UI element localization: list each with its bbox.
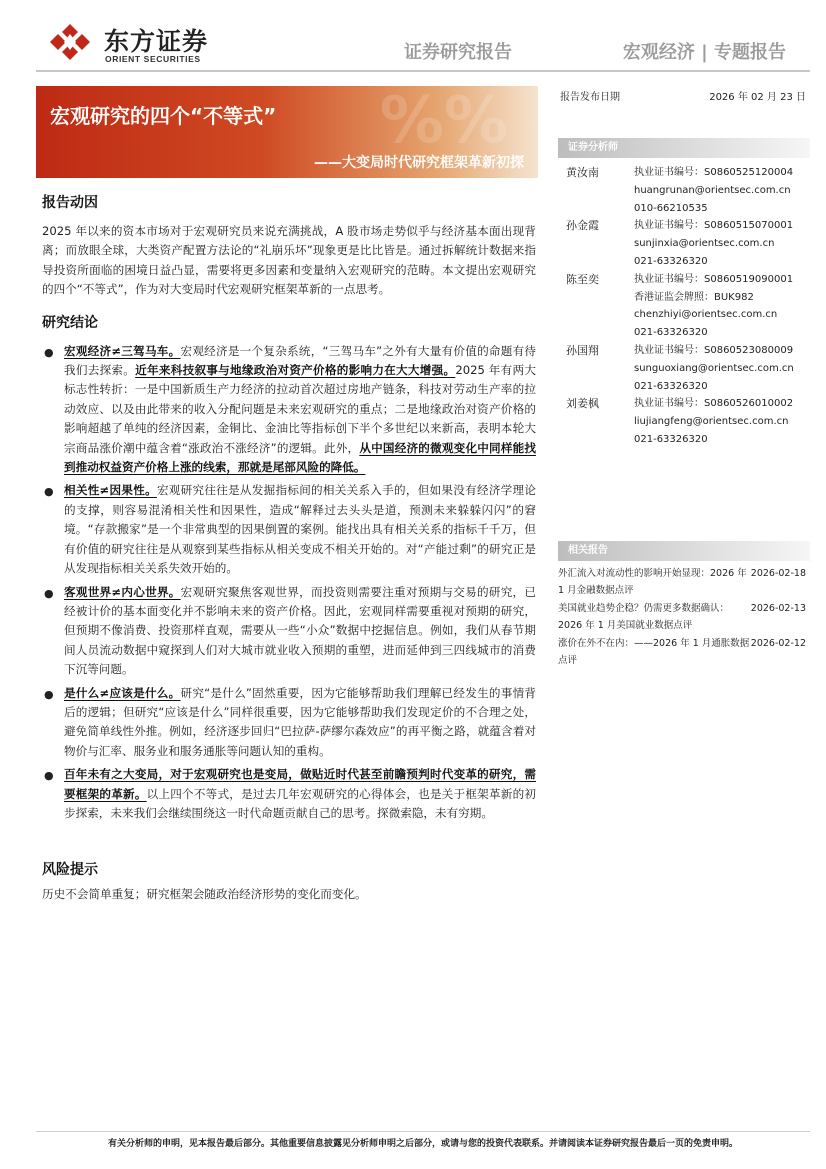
conclusion-item [42,342,536,478]
bullet-highlight: 近年来科技叙事与地缘政治对资产价格的影响力在大大增强。 [135,363,456,378]
analyst-contact: 021-63326320 [634,327,708,339]
analyst-contact: 香港证监会牌照：BUK982 [634,291,754,303]
analyst-contact[interactable]: sunjinxia@orientsec.com.cn [634,238,775,250]
publish-date-label: 报告发布日期 [560,92,620,103]
title-banner [36,86,538,178]
related-report-item[interactable] [558,635,810,670]
bullet-icon: ● [44,345,54,359]
analyst-entry [558,342,810,395]
analyst-list [558,164,810,449]
analyst-name: 孙国翔 [566,343,599,357]
analyst-entry [558,164,810,217]
analyst-entry [558,217,810,270]
orient-logo-icon [48,22,92,62]
bullet-icon: ● [44,769,54,783]
risk-heading: 风险提示 [42,862,98,879]
bullet-lead: 是什么≠应该是什么。 [64,685,181,700]
related-report-title[interactable]: 美国就业趋势企稳？仍需更多数据确认：2026 年 1 月美国就业数据点评 [558,602,730,632]
analyst-contact[interactable]: chenzhiyi@orientsec.com.cn [634,309,778,321]
header-divider [36,70,810,72]
bullet-text: 宏观研究聚焦客观世界，而投资则需要注重对预期与交易的研究，已经被计价的基本面变化并不影响未来的资产价格。因此，宏观同样需要重视对预期的研究，但预期不像消费、投资那样直观，需要从一些“小众”数据中挖掘信息。例如，我们从春节期间人员流动数据中窥探到人们对大城市就业收入预期的重塑，进而延伸到三四线城市的消费下沉等问题。 [64,584,537,677]
bullet-icon: ● [44,485,54,499]
conclusion-list [42,342,536,824]
analyst-entry [558,395,810,448]
bullet-icon: ● [44,586,54,600]
sidebar [558,88,810,670]
report-title: 宏观研究的四个“不等式” [50,104,277,128]
related-report-title[interactable]: 涨价在外不在内：——2026 年 1 月通胀数据点评 [558,637,750,667]
related-report-item[interactable] [558,600,810,635]
related-list [558,565,810,670]
banner-decoration: %% [379,86,508,158]
dynamics-heading: 报告动因 [42,195,98,211]
analyst-name: 黄汝南 [566,166,599,179]
bullet-text: 2025 年有两大标志性转折：一是中国新质生产力经济的拉动首次超过房地产链条，科技对劳动生产率的拉动效应、以及由此带来的收入分配问题是未来宏观研究的重点；二是地缘政治对资产价格的影响超越了单纯的经济因素，金铜比、金油比等指标创下半个多世纪以来新高，表明本轮大宗商品涨价潮中蕴含着“涨政治不涨经济”的逻辑。此外， [64,363,536,455]
analyst-info [634,271,810,342]
logo-english-name: ORIENT SECURITIES [105,54,201,64]
bullet-icon: ● [44,687,54,701]
bullet-text: 宏观经济是一个复杂系统，“三驾马车”之外有大量有价值的命题有待我们去探索。 [64,343,537,378]
conclusion-item [42,684,536,762]
analyst-contact: 021-63326320 [634,255,708,267]
analyst-info [634,395,810,448]
analyst-contact: 010-66210535 [634,202,708,214]
analysts-bar: 证券分析师 [558,138,810,158]
related-bar: 相关报告 [558,541,810,561]
analyst-name: 陈至奕 [566,272,599,286]
bullet-highlight: 百年未有之大变局，对于宏观研究也是变局，做贴近时代甚至前瞻预判时代变革的研究，需要框架的革新。 [64,767,536,801]
analyst-contact[interactable]: liujiangfeng@orientsec.com.cn [634,416,789,428]
analyst-license: 执业证书编号：S0860523080009 [634,344,794,356]
analyst-contact: 021-63326320 [634,380,708,392]
analyst-license: 执业证书编号：S0860525120004 [634,167,794,178]
conclusion-heading: 研究结论 [42,314,98,331]
logo-chinese-name: 东方证券 [104,27,209,56]
bullet-text: 宏观研究往往是从发掘指标间的相关关系入手的，但如果没有经济学理论的支撑，则容易混淆相关性和因果性，造成“解释过去头头是道，预测未来躲躲闪闪”的窘境。“存款搬家”是一个非常典型的因果倒置的案例。能找出具有相关关系的指标千千万，但有价值的研究往往是从观察到某些指标从相关变成不相关开始的。对“产能过剩”的研究正是从发现指标相关关系失效开始的。 [64,483,537,576]
dynamics-text: 2025 年以来的资本市场对于宏观研究员来说充满挑战，A 股市场走势似乎与经济基本面出现背离；而放眼全球，大类资产配置方法论的“礼崩乐坏”现象更是比比皆是。通过拆解统计数据来指导投资所面临的困境日益凸显，需要将更多因素和变量纳入宏观研究的范畴。本文提出宏观研究的四个“不等式”，作为对大变局时代宏观研究框架革新的一点思考。 [42,224,536,297]
analyst-name: 孙金霞 [566,219,599,233]
bullet-lead: 相关性≠因果性。 [64,483,157,498]
analyst-license: 执业证书编号：S0860526010002 [634,398,794,410]
bullet-text: 研究“是什么”固然重要，因为它能够帮助我们理解已经发生的事情背后的逻辑；但研究“应该是什么”同样很重要，因为它能够帮助我们发现定价的不合理之处，避免简单线性外推。例如，经济逐步回归“巴拉萨-萨缪尔森效应”的再平衡之路，就蕴含着对物价与汇率、服务业和服务通胀等问题认知的重构。 [64,685,537,758]
analyst-license: 执业证书编号：S0860515070001 [634,220,794,232]
conclusion-item [42,765,536,823]
bullet-lead: 客观世界≠内心世界。 [64,584,181,599]
related-report-date: 2026-02-18 [750,567,806,579]
conclusion-item [42,481,536,578]
related-reports [558,541,810,670]
analyst-license: 执业证书编号：S0860519090001 [634,273,794,285]
report-category [623,38,786,64]
main-content [42,192,536,905]
analyst-contact[interactable]: huangrunan@orientsec.com.cn [634,184,791,196]
analyst-name: 刘姜枫 [566,397,599,411]
analyst-info [634,164,810,217]
category-label: 宏观经济 [622,42,695,63]
subcategory-label: 专题报告 [714,42,786,63]
report-subtitle: ——大变局时代研究框架革新初探 [314,155,524,171]
publish-date-row [558,88,810,108]
bullet-text: 以上四个不等式，是过去几年宏观研究的心得体会，也是关于框架革新的初步探索，未来我们会继续围绕这一时代命题贡献自己的思考。探微索隐，未有穷期。 [64,786,536,820]
report-type: 证券研究报告 [404,42,512,63]
company-logo [48,18,228,64]
category-separator: | [701,42,708,63]
analyst-contact[interactable]: sunguoxiang@orientsec.com.cn [634,362,794,374]
conclusion-item [42,583,536,680]
publish-date-value: 2026 年 02 月 23 日 [709,92,806,103]
analyst-contact: 021-63326320 [634,433,708,445]
analyst-info [634,217,810,270]
risk-text: 历史不会简单重复；研究框架会随政治经济形势的变化而变化。 [42,887,367,902]
related-report-date: 2026-02-13 [750,602,806,614]
related-report-title[interactable]: 外汇流入对流动性的影响开始显现：2026 年 1 月金融数据点评 [558,567,747,597]
analyst-info [634,342,810,395]
bullet-lead: 宏观经济≠三驾马车。 [64,343,181,358]
bullet-highlight: 从中国经济的微观变化中同样能找到推动权益资产价格上涨的线索，那就是尾部风险的降低。 [64,440,536,475]
analyst-entry [558,271,810,342]
related-report-item[interactable] [558,565,810,600]
footer-divider [36,1131,810,1132]
footer-disclaimer: 有关分析师的申明，见本报告最后部分。其他重要信息披露见分析师申明之后部分，或请与您的投资代表联系。并请阅读本证券研究报告最后一页的免责申明。 [107,1139,738,1149]
related-report-date: 2026-02-12 [750,637,806,649]
